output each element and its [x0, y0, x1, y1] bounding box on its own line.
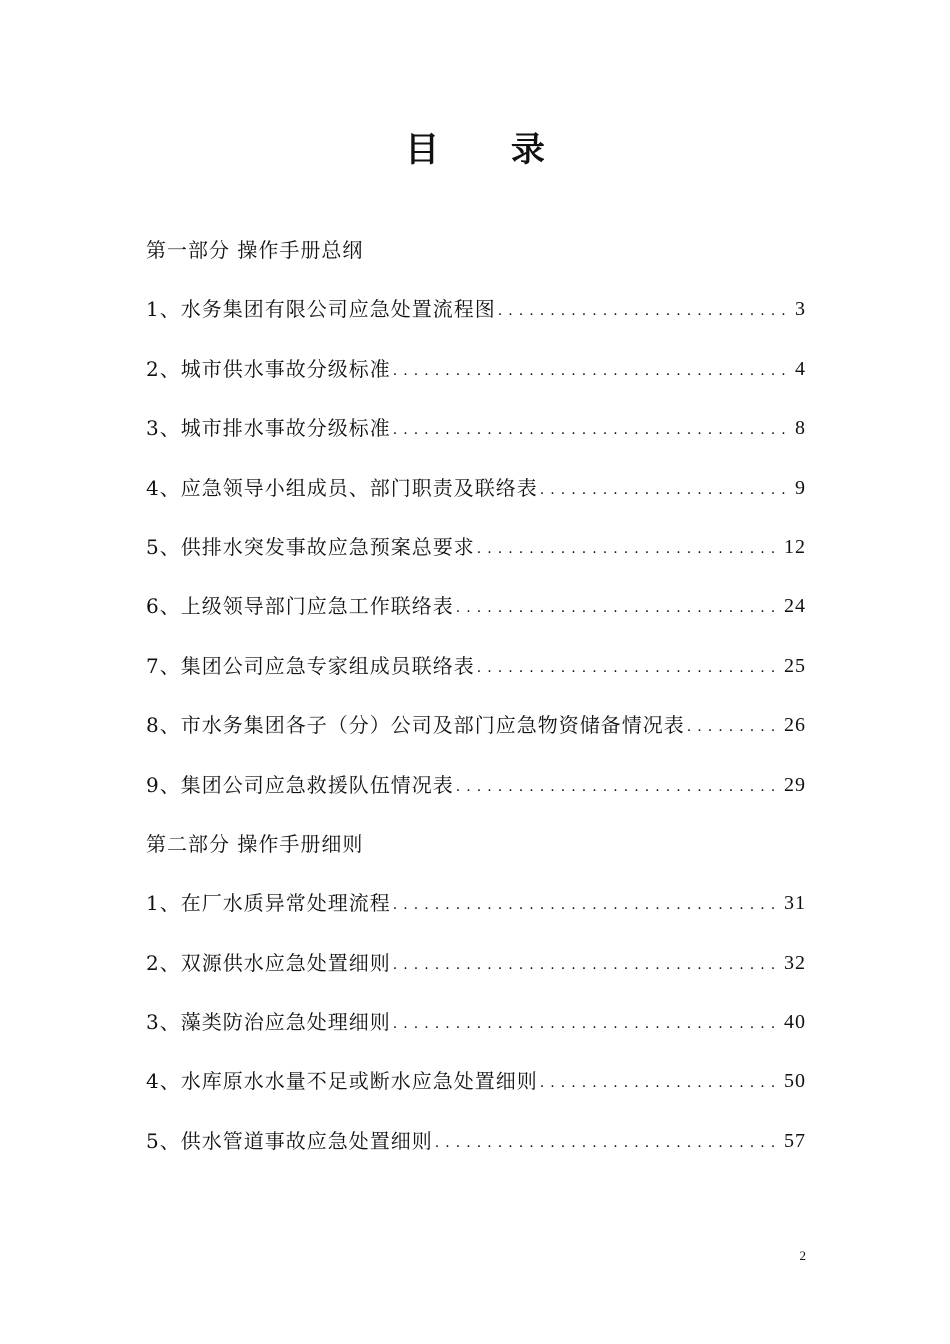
dot-leader [456, 586, 780, 626]
toc-entry[interactable] [146, 765, 806, 824]
toc-entry-label: 1、在厂水质异常处理流程 [146, 891, 391, 916]
toc-entry-page: 9 [795, 476, 806, 499]
toc-entry-page: 40 [784, 1011, 806, 1034]
dot-leader [687, 705, 780, 745]
toc-entry[interactable] [146, 468, 806, 527]
toc-entry[interactable] [146, 408, 806, 467]
toc-entry-label: 8、市水务集团各子（分）公司及部门应急物资储备情况表 [146, 713, 685, 738]
part-heading: 第二部分 操作手册细则 [146, 831, 364, 856]
toc-entry[interactable] [146, 1121, 806, 1180]
dot-leader [540, 468, 791, 508]
toc-entry-label: 7、集团公司应急专家组成员联络表 [146, 653, 475, 678]
page-number: 2 [799, 1248, 806, 1263]
toc-entry[interactable] [146, 883, 806, 942]
toc-entry-page: 8 [795, 417, 806, 440]
toc-entry-page: 25 [784, 654, 806, 677]
toc-entry-label: 1、水务集团有限公司应急处置流程图 [146, 297, 496, 322]
dot-leader [393, 943, 780, 983]
dot-leader [393, 349, 791, 389]
dot-leader [456, 765, 780, 805]
toc-entry-label: 9、集团公司应急救援队伍情况表 [146, 772, 454, 797]
toc-entry[interactable] [146, 527, 806, 586]
toc-entry[interactable] [146, 943, 806, 1002]
toc-entry[interactable] [146, 1061, 806, 1120]
toc-entry[interactable] [146, 349, 806, 408]
dot-leader [540, 1061, 780, 1101]
table-of-contents [146, 230, 806, 1180]
toc-entry-label: 2、双源供水应急处置细则 [146, 950, 391, 975]
dot-leader [435, 1121, 780, 1161]
toc-entry-page: 57 [784, 1129, 806, 1152]
dot-leader [393, 408, 791, 448]
toc-entry[interactable] [146, 1002, 806, 1061]
dot-leader [393, 1002, 780, 1042]
toc-entry-label: 6、上级领导部门应急工作联络表 [146, 594, 454, 619]
toc-entry[interactable] [146, 705, 806, 764]
toc-entry-label: 3、藻类防治应急处理细则 [146, 1010, 391, 1035]
dot-leader [477, 527, 780, 567]
toc-entry-page: 4 [795, 357, 806, 380]
dot-leader [477, 646, 780, 686]
toc-entry-label: 2、城市供水事故分级标准 [146, 356, 391, 381]
toc-entry[interactable] [146, 586, 806, 645]
toc-entry-page: 24 [784, 595, 806, 618]
toc-entry-label: 5、供排水突发事故应急预案总要求 [146, 534, 475, 559]
toc-entry[interactable] [146, 646, 806, 705]
toc-entry-page: 3 [795, 298, 806, 321]
toc-entry-label: 4、应急领导小组成员、部门职责及联络表 [146, 475, 538, 500]
dot-leader [393, 883, 780, 923]
part-heading: 第一部分 操作手册总纲 [146, 238, 364, 262]
toc-entry-label: 4、水库原水水量不足或断水应急处置细则 [146, 1069, 538, 1094]
toc-entry-page: 50 [784, 1070, 806, 1093]
toc-entry-label: 5、供水管道事故应急处置细则 [146, 1128, 433, 1153]
toc-entry-page: 32 [784, 951, 806, 974]
toc-entry-page: 29 [784, 773, 806, 796]
toc-entry-label: 3、城市排水事故分级标准 [146, 416, 391, 441]
page-title: 目 录 [405, 130, 575, 170]
dot-leader [498, 289, 791, 329]
toc-entry[interactable] [146, 289, 806, 348]
toc-entry-page: 12 [784, 535, 806, 558]
toc-entry-page: 26 [784, 714, 806, 737]
toc-entry-page: 31 [784, 892, 806, 915]
